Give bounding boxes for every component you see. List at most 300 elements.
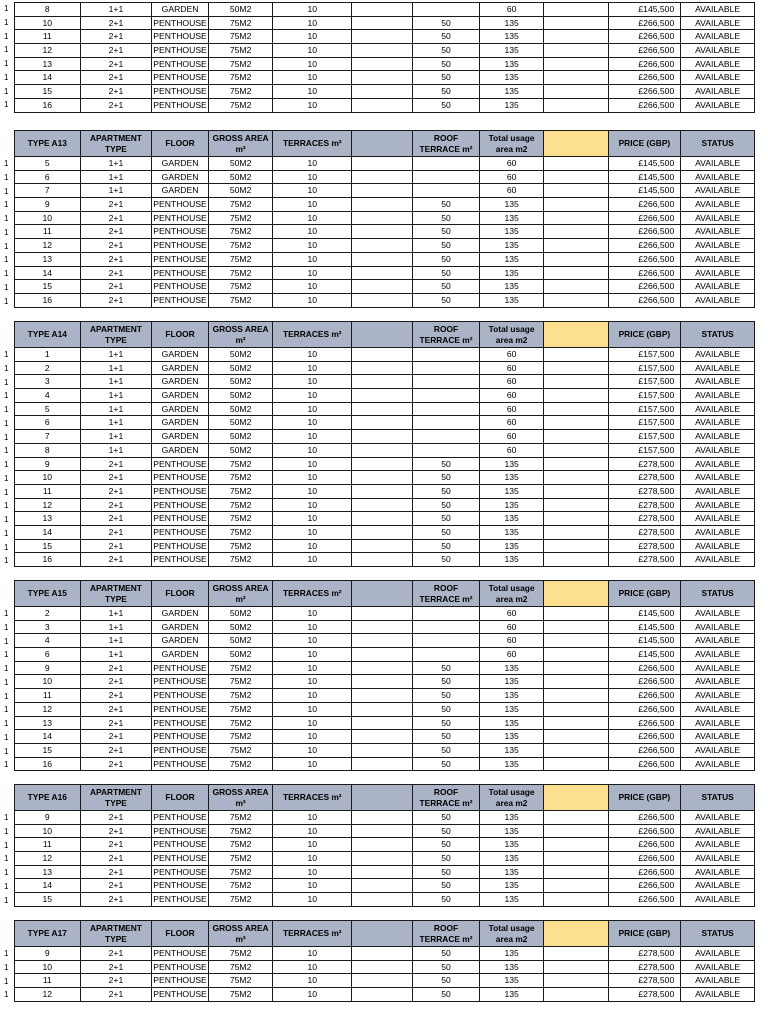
table-row [15,157,755,171]
price-table [14,580,755,771]
status-cell: AVAILABLE [681,402,755,416]
terraces-cell: 10 [273,498,352,512]
row-marker: 1 [4,241,9,251]
unit-number-cell: 9 [15,457,81,471]
status-cell: AVAILABLE [681,539,755,553]
roof-terrace-cell [412,157,480,171]
price-cell: £266,500 [608,675,681,689]
gross-area-cell: 50M2 [208,375,273,389]
gross-area-cell: 75M2 [208,879,273,893]
status-cell: AVAILABLE [681,157,755,171]
table-row [15,661,755,675]
row-marker: 1 [4,159,9,168]
row-marker: 1 [4,664,9,673]
gross-area-cell: 75M2 [208,211,273,225]
unit-number-cell: 4 [15,634,81,648]
highlight-column-cell [543,607,608,621]
price-cell: £266,500 [608,225,681,239]
floor-cell: PENTHOUSE [152,689,209,703]
apartment-type-cell: 2+1 [80,852,152,866]
header-terraces: TERRACES m² [273,921,352,947]
status-cell: AVAILABLE [681,430,755,444]
terraces-cell: 10 [273,730,352,744]
status-cell: AVAILABLE [681,3,755,17]
header-gross-area: GROSS AREA m² [208,921,273,947]
table-row [15,443,755,457]
total-usage-area-cell: 60 [480,3,544,17]
header-terraces: TERRACES m² [273,785,352,811]
blank-column-cell [352,716,413,730]
terraces-cell: 10 [273,184,352,198]
gross-area-cell: 75M2 [208,757,273,771]
row-marker: 1 [4,363,9,373]
highlight-column-cell [543,293,608,307]
roof-terrace-cell [412,443,480,457]
highlight-column-cell [543,960,608,974]
table-row [15,457,755,471]
roof-terrace-cell [412,648,480,662]
unit-number-cell: 11 [15,974,81,988]
status-cell: AVAILABLE [681,702,755,716]
roof-terrace-cell: 50 [412,757,480,771]
blank-column-cell [352,634,413,648]
highlight-column-cell [543,879,608,893]
floor-cell: PENTHOUSE [152,960,209,974]
gross-area-cell: 50M2 [208,389,273,403]
blank-column-cell [352,974,413,988]
total-usage-area-cell: 60 [480,361,544,375]
table-row [15,675,755,689]
row-marker: 1 [4,227,9,237]
roof-terrace-cell: 50 [412,44,480,58]
price-block-type-a17 [0,920,768,1002]
unit-number-cell: 13 [15,57,81,71]
total-usage-area-cell: 135 [480,702,544,716]
floor-cell: PENTHOUSE [152,974,209,988]
gross-area-cell: 75M2 [208,16,273,30]
total-usage-area-cell: 135 [480,98,544,112]
apartment-type-cell: 1+1 [80,620,152,634]
highlight-column-cell [543,361,608,375]
status-cell: AVAILABLE [681,620,755,634]
apartment-type-cell: 1+1 [80,184,152,198]
unit-number-cell: 16 [15,98,81,112]
roof-terrace-cell: 50 [412,675,480,689]
apartment-type-cell: 2+1 [80,757,152,771]
row-marker: 1 [4,542,9,552]
highlight-column-cell [543,512,608,526]
gross-area-cell: 75M2 [208,716,273,730]
unit-number-cell: 5 [15,402,81,416]
gross-area-cell: 75M2 [208,893,273,907]
price-cell: £266,500 [608,239,681,253]
row-marker: 1 [4,4,9,13]
gross-area-cell: 75M2 [208,198,273,212]
price-cell: £266,500 [608,716,681,730]
unit-number-cell: 15 [15,893,81,907]
floor-cell: PENTHOUSE [152,852,209,866]
status-cell: AVAILABLE [681,879,755,893]
table-row [15,348,755,362]
floor-cell: PENTHOUSE [152,512,209,526]
header-roof-terrace: ROOF TERRACE m² [412,581,480,607]
blank-column-cell [352,266,413,280]
roof-terrace-cell: 50 [412,293,480,307]
table-row [15,743,755,757]
total-usage-area-cell: 135 [480,30,544,44]
terraces-cell: 10 [273,716,352,730]
header-price: PRICE (GBP) [608,131,681,157]
header-status: STATUS [681,581,755,607]
price-table [14,130,755,308]
terraces-cell: 10 [273,824,352,838]
apartment-type-cell: 2+1 [80,98,152,112]
gross-area-cell: 50M2 [208,416,273,430]
terraces-cell: 10 [273,211,352,225]
highlight-column-cell [543,947,608,961]
blank-column-cell [352,280,413,294]
highlight-column-cell [543,620,608,634]
floor-cell: PENTHOUSE [152,661,209,675]
floor-cell: PENTHOUSE [152,471,209,485]
gross-area-cell: 75M2 [208,661,273,675]
table-row [15,16,755,30]
price-cell: £266,500 [608,252,681,266]
row-marker: 1 [4,501,9,511]
floor-cell: PENTHOUSE [152,675,209,689]
status-cell: AVAILABLE [681,484,755,498]
floor-cell: PENTHOUSE [152,16,209,30]
row-marker: 1 [4,990,9,1000]
blank-column-cell [352,211,413,225]
row-marker: 1 [4,556,9,566]
apartment-type-cell: 1+1 [80,607,152,621]
status-cell: AVAILABLE [681,375,755,389]
roof-terrace-cell: 50 [412,893,480,907]
header-highlight-column [543,581,608,607]
unit-number-cell: 16 [15,757,81,771]
apartment-type-cell: 2+1 [80,539,152,553]
total-usage-area-cell: 135 [480,960,544,974]
price-table [14,321,755,567]
apartment-type-cell: 2+1 [80,716,152,730]
price-cell: £266,500 [608,30,681,44]
terraces-cell: 10 [273,16,352,30]
terraces-cell: 10 [273,416,352,430]
roof-terrace-cell: 50 [412,239,480,253]
total-usage-area-cell: 135 [480,71,544,85]
apartment-type-cell: 2+1 [80,30,152,44]
header-total-usage-area: Total usage area m2 [480,581,544,607]
header-unit-number: TYPE A15 [15,581,81,607]
floor-cell: PENTHOUSE [152,293,209,307]
total-usage-area-cell: 60 [480,634,544,648]
highlight-column-cell [543,730,608,744]
terraces-cell: 10 [273,266,352,280]
price-cell: £266,500 [608,730,681,744]
price-cell: £266,500 [608,757,681,771]
total-usage-area-cell: 135 [480,879,544,893]
apartment-type-cell: 1+1 [80,443,152,457]
row-marker: 1 [4,186,9,196]
table-row [15,266,755,280]
row-marker: 1 [4,732,9,742]
highlight-column-cell [543,757,608,771]
row-marker: 1 [4,59,9,68]
price-block-continued [0,2,768,113]
row-marker: 1 [4,636,9,646]
apartment-type-cell: 2+1 [80,225,152,239]
table-row [15,716,755,730]
unit-number-cell: 14 [15,879,81,893]
table-row [15,852,755,866]
apartment-type-cell: 1+1 [80,3,152,17]
table-row [15,702,755,716]
row-marker: 1 [4,269,9,278]
floor-cell: GARDEN [152,170,209,184]
terraces-cell: 10 [273,157,352,171]
unit-number-cell: 9 [15,198,81,212]
status-cell: AVAILABLE [681,525,755,539]
price-cell: £266,500 [608,44,681,58]
floor-cell: GARDEN [152,607,209,621]
status-cell: AVAILABLE [681,44,755,58]
price-table [14,2,755,113]
header-highlight-column [543,921,608,947]
terraces-cell: 10 [273,471,352,485]
apartment-type-cell: 2+1 [80,675,152,689]
price-cell: £266,500 [608,85,681,99]
highlight-column-cell [543,430,608,444]
gross-area-cell: 75M2 [208,252,273,266]
price-cell: £266,500 [608,198,681,212]
row-marker: 1 [4,473,9,483]
roof-terrace-cell: 50 [412,280,480,294]
status-cell: AVAILABLE [681,198,755,212]
floor-cell: PENTHOUSE [152,211,209,225]
total-usage-area-cell: 135 [480,293,544,307]
header-price: PRICE (GBP) [608,581,681,607]
blank-column-cell [352,689,413,703]
blank-column-cell [352,539,413,553]
header-total-usage-area: Total usage area m2 [480,785,544,811]
floor-cell: PENTHOUSE [152,716,209,730]
gross-area-cell: 50M2 [208,430,273,444]
total-usage-area-cell: 135 [480,974,544,988]
highlight-column-cell [543,484,608,498]
apartment-type-cell: 2+1 [80,689,152,703]
blank-column-cell [352,170,413,184]
apartment-type-cell: 2+1 [80,879,152,893]
total-usage-area-cell: 135 [480,553,544,567]
blank-column-cell [352,484,413,498]
terraces-cell: 10 [273,811,352,825]
price-cell: £278,500 [608,960,681,974]
blank-column-cell [352,430,413,444]
apartment-type-cell: 2+1 [80,280,152,294]
total-usage-area-cell: 135 [480,757,544,771]
unit-number-cell: 14 [15,266,81,280]
total-usage-area-cell: 135 [480,211,544,225]
unit-number-cell: 3 [15,375,81,389]
price-cell: £278,500 [608,471,681,485]
price-cell: £157,500 [608,375,681,389]
terraces-cell: 10 [273,893,352,907]
terraces-cell: 10 [273,293,352,307]
table-row [15,239,755,253]
status-cell: AVAILABLE [681,988,755,1002]
total-usage-area-cell: 60 [480,620,544,634]
blank-column-cell [352,389,413,403]
gross-area-cell: 50M2 [208,361,273,375]
terraces-cell: 10 [273,225,352,239]
blank-column-cell [352,184,413,198]
apartment-type-cell: 1+1 [80,648,152,662]
floor-cell: GARDEN [152,416,209,430]
blank-column-cell [352,416,413,430]
header-status: STATUS [681,921,755,947]
status-cell: AVAILABLE [681,170,755,184]
blank-column-cell [352,198,413,212]
unit-number-cell: 10 [15,471,81,485]
unit-number-cell: 11 [15,225,81,239]
terraces-cell: 10 [273,443,352,457]
status-cell: AVAILABLE [681,607,755,621]
status-cell: AVAILABLE [681,893,755,907]
total-usage-area-cell: 135 [480,824,544,838]
price-cell: £266,500 [608,893,681,907]
highlight-column-cell [543,648,608,662]
total-usage-area-cell: 135 [480,865,544,879]
blank-column-cell [352,44,413,58]
gross-area-cell: 75M2 [208,947,273,961]
row-marker: 1 [4,172,9,182]
blank-column-cell [352,879,413,893]
blank-column-cell [352,525,413,539]
gross-area-cell: 75M2 [208,71,273,85]
price-cell: £145,500 [608,157,681,171]
unit-number-cell: 11 [15,30,81,44]
roof-terrace-cell: 50 [412,85,480,99]
terraces-cell: 10 [273,974,352,988]
floor-cell: PENTHOUSE [152,225,209,239]
blank-column-cell [352,443,413,457]
terraces-cell: 10 [273,389,352,403]
gross-area-cell: 50M2 [208,607,273,621]
unit-number-cell: 8 [15,443,81,457]
total-usage-area-cell: 135 [480,16,544,30]
unit-number-cell: 15 [15,85,81,99]
total-usage-area-cell: 60 [480,389,544,403]
status-cell: AVAILABLE [681,824,755,838]
table-row [15,402,755,416]
table-row [15,252,755,266]
status-cell: AVAILABLE [681,730,755,744]
header-total-usage-area: Total usage area m2 [480,322,544,348]
highlight-column-cell [543,416,608,430]
unit-number-cell: 7 [15,184,81,198]
total-usage-area-cell: 135 [480,239,544,253]
gross-area-cell: 50M2 [208,170,273,184]
header-unit-number: TYPE A16 [15,785,81,811]
highlight-column-cell [543,471,608,485]
header-highlight-column [543,322,608,348]
highlight-column-cell [543,824,608,838]
table-row [15,512,755,526]
apartment-type-cell: 1+1 [80,416,152,430]
table-row [15,71,755,85]
row-marker: 1 [4,296,9,306]
terraces-cell: 10 [273,675,352,689]
header-blank-column [352,921,413,947]
total-usage-area-cell: 135 [480,730,544,744]
status-cell: AVAILABLE [681,443,755,457]
gross-area-cell: 75M2 [208,811,273,825]
price-cell: £145,500 [608,607,681,621]
blank-column-cell [352,498,413,512]
highlight-column-cell [543,98,608,112]
apartment-type-cell: 2+1 [80,85,152,99]
price-cell: £278,500 [608,974,681,988]
blank-column-cell [352,71,413,85]
price-cell: £157,500 [608,389,681,403]
price-cell: £266,500 [608,824,681,838]
apartment-type-cell: 2+1 [80,211,152,225]
highlight-column-cell [543,16,608,30]
terraces-cell: 10 [273,44,352,58]
table-row [15,974,755,988]
unit-number-cell: 4 [15,389,81,403]
total-usage-area-cell: 135 [480,498,544,512]
gross-area-cell: 75M2 [208,675,273,689]
header-highlight-column [543,785,608,811]
row-marker: 1 [4,976,9,986]
total-usage-area-cell: 135 [480,675,544,689]
price-cell: £278,500 [608,525,681,539]
status-cell: AVAILABLE [681,553,755,567]
row-marker: 1 [4,528,9,538]
floor-cell: GARDEN [152,402,209,416]
header-price: PRICE (GBP) [608,785,681,811]
roof-terrace-cell: 50 [412,960,480,974]
roof-terrace-cell [412,607,480,621]
gross-area-cell: 75M2 [208,266,273,280]
blank-column-cell [352,607,413,621]
status-cell: AVAILABLE [681,947,755,961]
floor-cell: PENTHOUSE [152,838,209,852]
blank-column-cell [352,225,413,239]
floor-cell: PENTHOUSE [152,879,209,893]
gross-area-cell: 75M2 [208,98,273,112]
apartment-type-cell: 2+1 [80,44,152,58]
table-row [15,361,755,375]
highlight-column-cell [543,252,608,266]
terraces-cell: 10 [273,838,352,852]
status-cell: AVAILABLE [681,225,755,239]
terraces-cell: 10 [273,484,352,498]
header-terraces: TERRACES m² [273,131,352,157]
unit-number-cell: 16 [15,293,81,307]
price-cell: £266,500 [608,16,681,30]
apartment-type-cell: 2+1 [80,484,152,498]
apartment-type-cell: 2+1 [80,457,152,471]
header-blank-column [352,581,413,607]
terraces-cell: 10 [273,865,352,879]
floor-cell: PENTHOUSE [152,57,209,71]
roof-terrace-cell: 50 [412,525,480,539]
header-row [15,921,755,947]
status-cell: AVAILABLE [681,98,755,112]
